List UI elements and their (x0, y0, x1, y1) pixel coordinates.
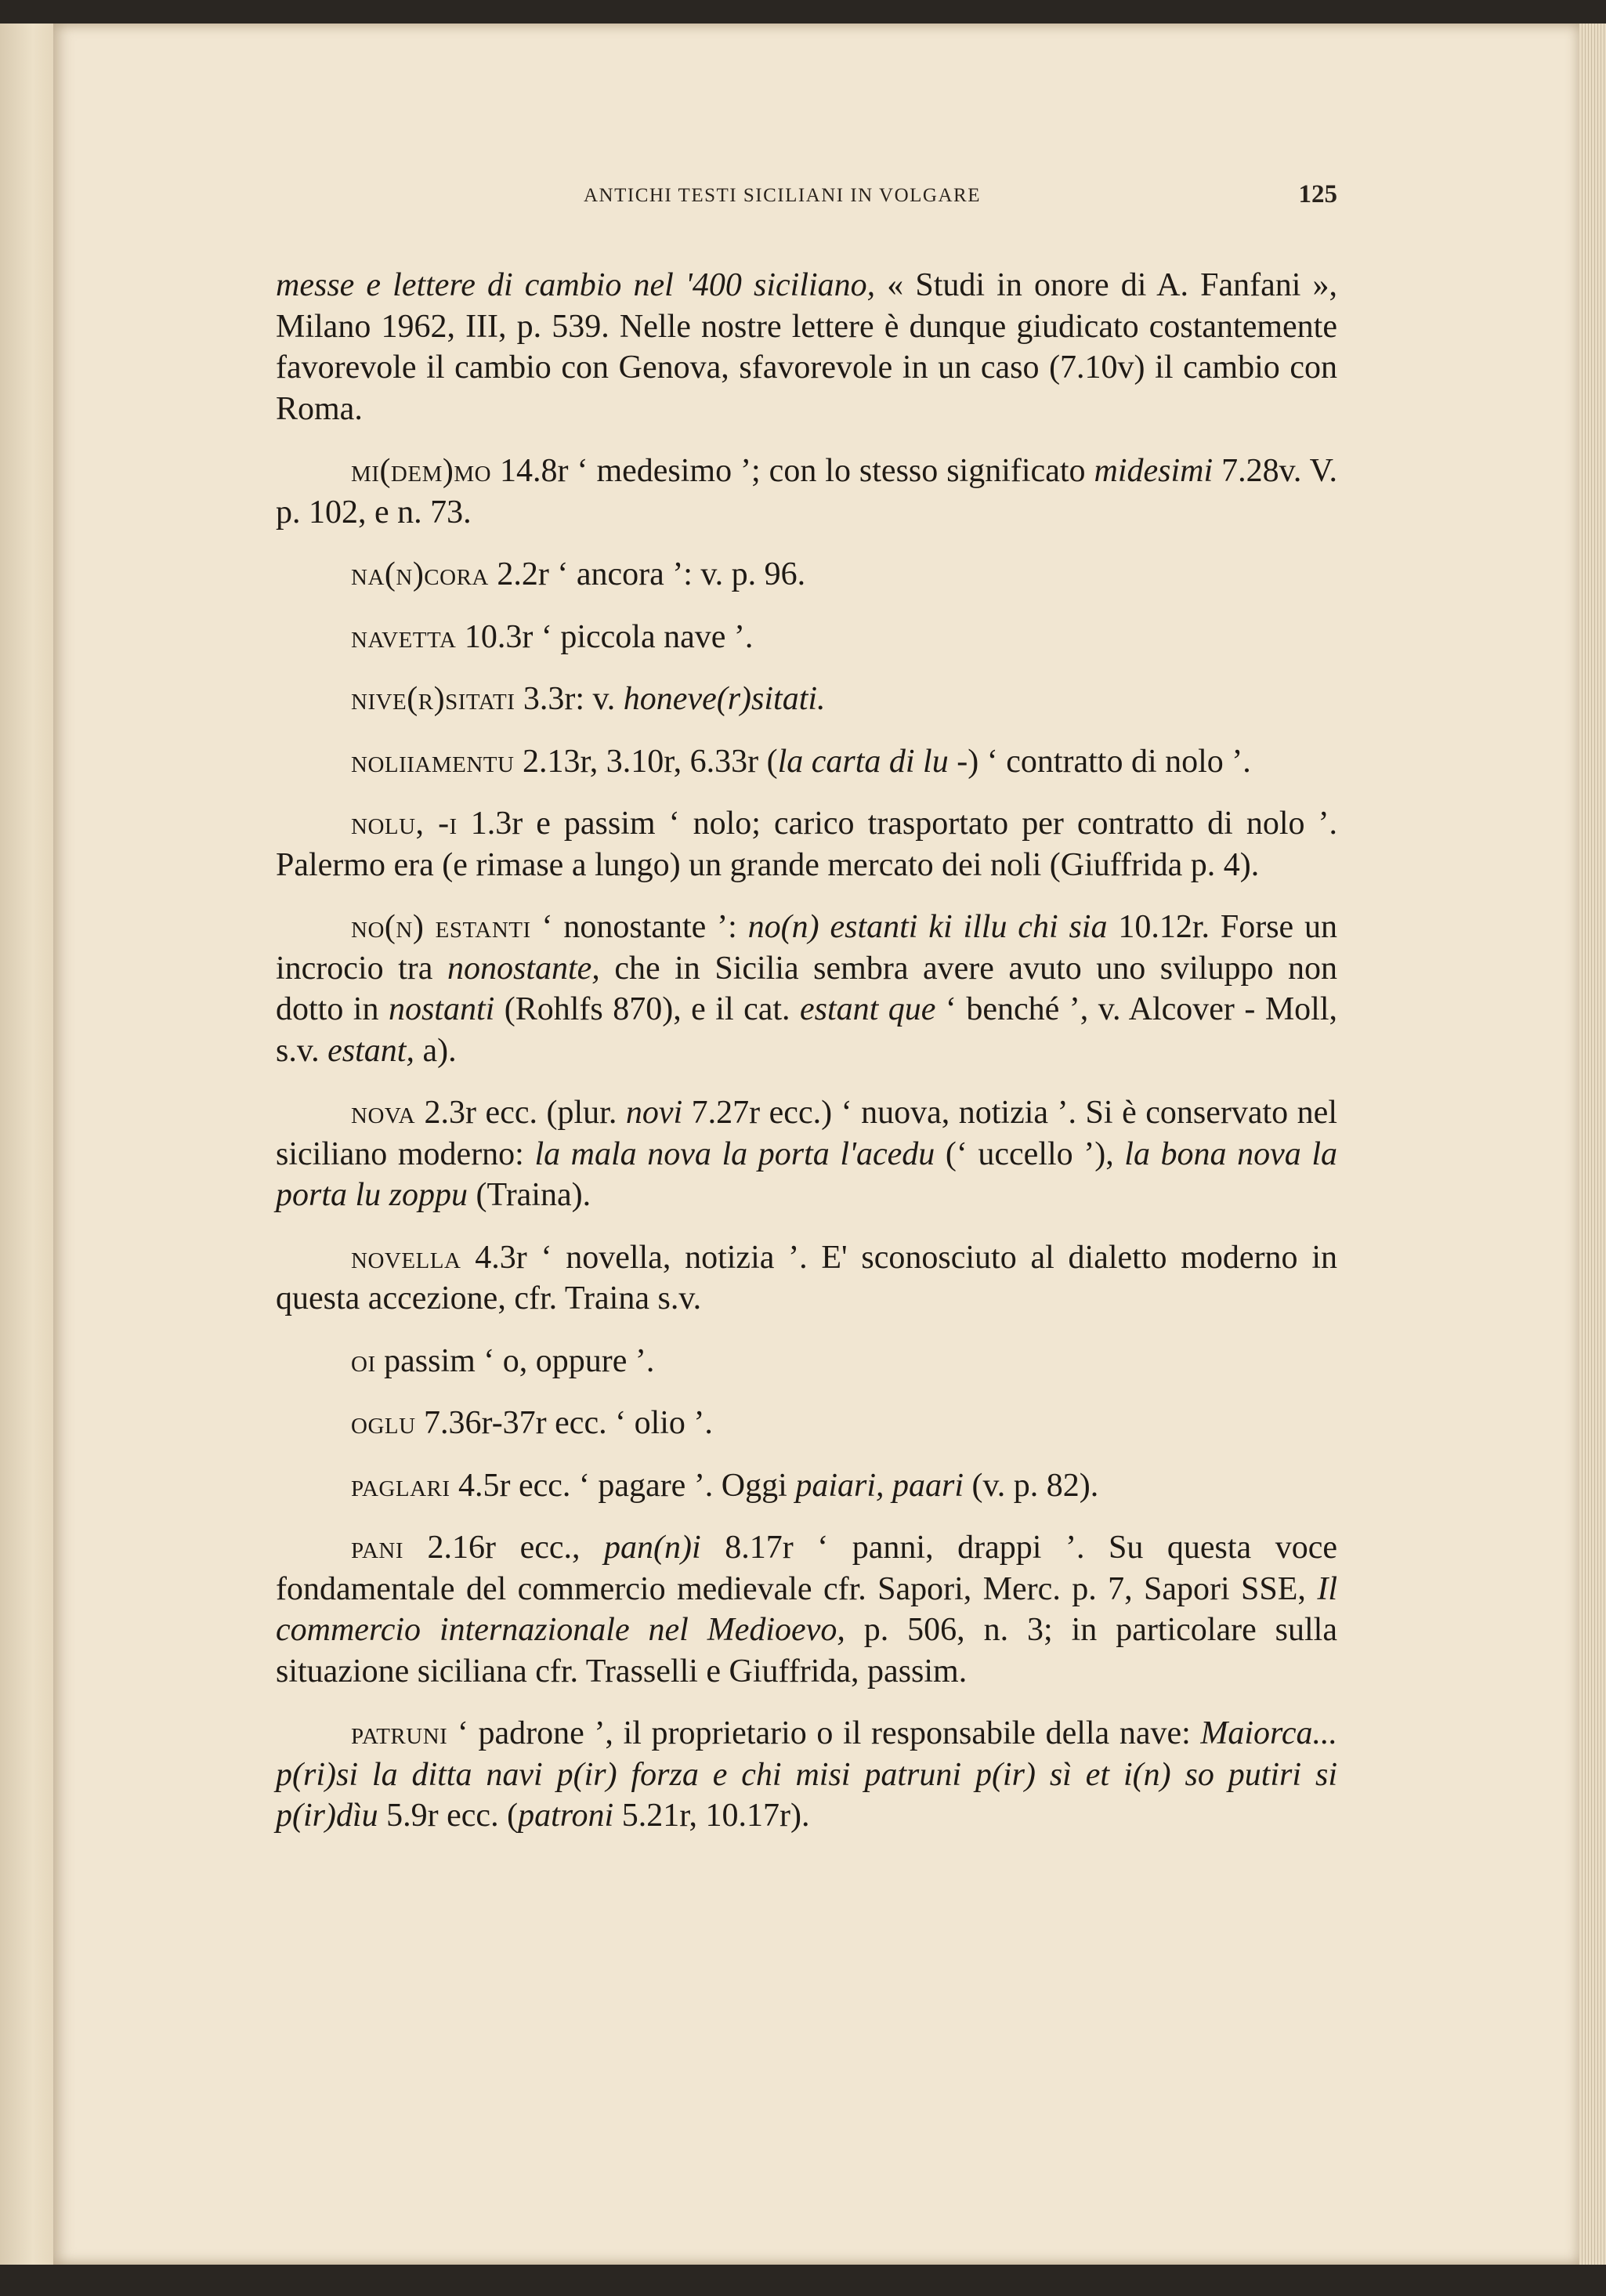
italic-text: no(n) estanti ki illu chi sia (747, 909, 1108, 945)
body-text: passim ‘ o, oppure ’. (375, 1342, 655, 1379)
body-text: 7.36r-37r ecc. ‘ olio ’. (415, 1405, 713, 1441)
headword: noliiamentu (351, 743, 515, 780)
glossary-entry (276, 451, 1337, 533)
italic-text: nonostante, (447, 950, 600, 987)
body-text: 10.3r ‘ piccola nave ’. (456, 618, 754, 655)
headword: nive(r)sitati (351, 681, 515, 717)
glossary-entry (276, 1713, 1337, 1837)
headword: mi(dem)mo (351, 453, 492, 489)
italic-text: novi (625, 1095, 683, 1131)
body-text: 14.8r ‘ medesimo ’; con lo stesso significato (491, 453, 1094, 489)
headword: novella (351, 1239, 461, 1276)
italic-text: estant, (327, 1032, 414, 1069)
body-text: che in Sicilia sembra avere avuto uno sviluppo non dotto in (276, 950, 1337, 1027)
glossary-entry (276, 617, 1337, 658)
italic-text: Maiorca... p(ri)si la ditta navi p(ir) forza e chi misi patruni p(ir) sì et i(n) so putiri si p(ir)dìu (276, 1715, 1337, 1834)
body-text: (v. p. 82). (964, 1467, 1099, 1504)
glossary-entry (276, 803, 1337, 885)
glossary-entry (276, 679, 1337, 720)
italic-text: honeve(r)sitati. (623, 681, 826, 717)
body-text: 8.17r ‘ panni, drappi ’. Su questa voce fondamentale del commercio medievale cfr. Sapori, Merc. p. 7, Sapori SSE, (276, 1530, 1337, 1607)
body-text: 2.16r ecc., (403, 1530, 605, 1566)
headword: oglu (351, 1405, 416, 1441)
body-text: 4.5r ecc. ‘ pagare ’. Oggi (450, 1467, 796, 1504)
paragraph (276, 265, 1337, 429)
book-gutter (0, 24, 55, 2265)
body-text: 5.21r, 10.17r). (613, 1798, 810, 1834)
body-text: p. 506, n. 3; in particolare sulla situazione siciliana cfr. Trasselli e Giuffrida, passim. (276, 1612, 1337, 1689)
body-text: 10.12r. Forse un incrocio tra (276, 909, 1338, 987)
italic-text: la carta di lu (777, 743, 949, 780)
headword: nova (351, 1095, 416, 1131)
body-text: (‘ uccello ’), (935, 1135, 1125, 1172)
italic-text: pan(n)i (604, 1530, 701, 1566)
italic-text: midesimi (1094, 453, 1214, 489)
glossary-entry (276, 1403, 1337, 1444)
body-text: 3.3r: v. (515, 681, 624, 717)
glossary-entry (276, 741, 1337, 783)
page-body (276, 265, 1337, 1858)
headword: pani (351, 1530, 404, 1566)
body-text: 5.9r ecc. ( (378, 1798, 519, 1834)
italic-text: la mala nova la porta l'acedu (534, 1135, 935, 1172)
body-text: (Rohlfs 870), e il cat. (494, 991, 801, 1027)
body-text: 2.3r ecc. (plur. (415, 1095, 626, 1131)
headword: nolu, -i (351, 806, 458, 842)
italic-text: Il commercio internazionale nel Medioevo, (276, 1570, 1337, 1648)
body-text: ‘ benché ’, v. Alcover - Moll, s.v. (276, 991, 1337, 1069)
glossary-entry (276, 1237, 1337, 1320)
page-edges (1579, 24, 1606, 2265)
body-text: 1.3r e passim ‘ nolo; carico trasportato per contratto di nolo ’. Palermo era (e rimase a lungo) un grande mercato dei noli (Giuffrida p. 4). (276, 806, 1338, 883)
body-text: 7.27r ecc.) ‘ nuova, notizia ’. Si è conservato nel siciliano moderno: (276, 1095, 1337, 1172)
body-text: ‘ nonostante ’: (530, 909, 748, 945)
italic-text: estant que (800, 991, 936, 1027)
page-header (276, 180, 1337, 216)
italic-text: la bona nova la porta lu zoppu (276, 1135, 1338, 1213)
headword: oi (351, 1342, 376, 1379)
body-text: -) ‘ contratto di nolo ’. (948, 743, 1251, 780)
headword: paglari (351, 1467, 450, 1504)
glossary-entry (276, 1341, 1337, 1382)
page-number: 125 (1298, 180, 1337, 208)
headword: no(n) estanti (351, 909, 531, 945)
headword: na(n)cora (351, 556, 489, 592)
body-text: 7.28v. V. p. 102, e n. 73. (276, 453, 1337, 531)
italic-text: messe e lettere di cambio nel '400 siciliano, (276, 267, 876, 303)
body-text: a). (414, 1032, 457, 1069)
glossary-entry (276, 1527, 1337, 1692)
headword: patruni (351, 1715, 448, 1751)
glossary-entry (276, 907, 1337, 1071)
body-text: (Traina). (468, 1177, 591, 1213)
body-text: 2.13r, 3.10r, 6.33r ( (514, 743, 778, 780)
body-text: « Studi in onore di A. Fanfani », Milano 1962, III, p. 539. Nelle nostre lettere è dunque giudicato costantemente favorevole il cambio con Genova, sfavorevole in un caso (7.10v) il cambio con Roma. (276, 267, 1337, 427)
running-title: ANTICHI TESTI SICILIANI IN VOLGARE (584, 185, 981, 206)
glossary-entry (276, 1465, 1337, 1507)
glossary-entry (276, 1092, 1337, 1216)
italic-text: paiari, paari (795, 1467, 964, 1504)
headword: navetta (351, 618, 457, 655)
italic-text: patroni (518, 1798, 614, 1834)
body-text: ‘ padrone ’, il proprietario o il responsabile della nave: (447, 1715, 1201, 1751)
glossary-entry (276, 554, 1337, 596)
body-text: 2.2r ‘ ancora ’: v. p. 96. (488, 556, 806, 592)
body-text: 4.3r ‘ novella, notizia ’. E' sconosciuto al dialetto moderno in questa accezione, cfr. Traina s.v. (276, 1239, 1337, 1316)
italic-text: nostanti (388, 991, 495, 1027)
